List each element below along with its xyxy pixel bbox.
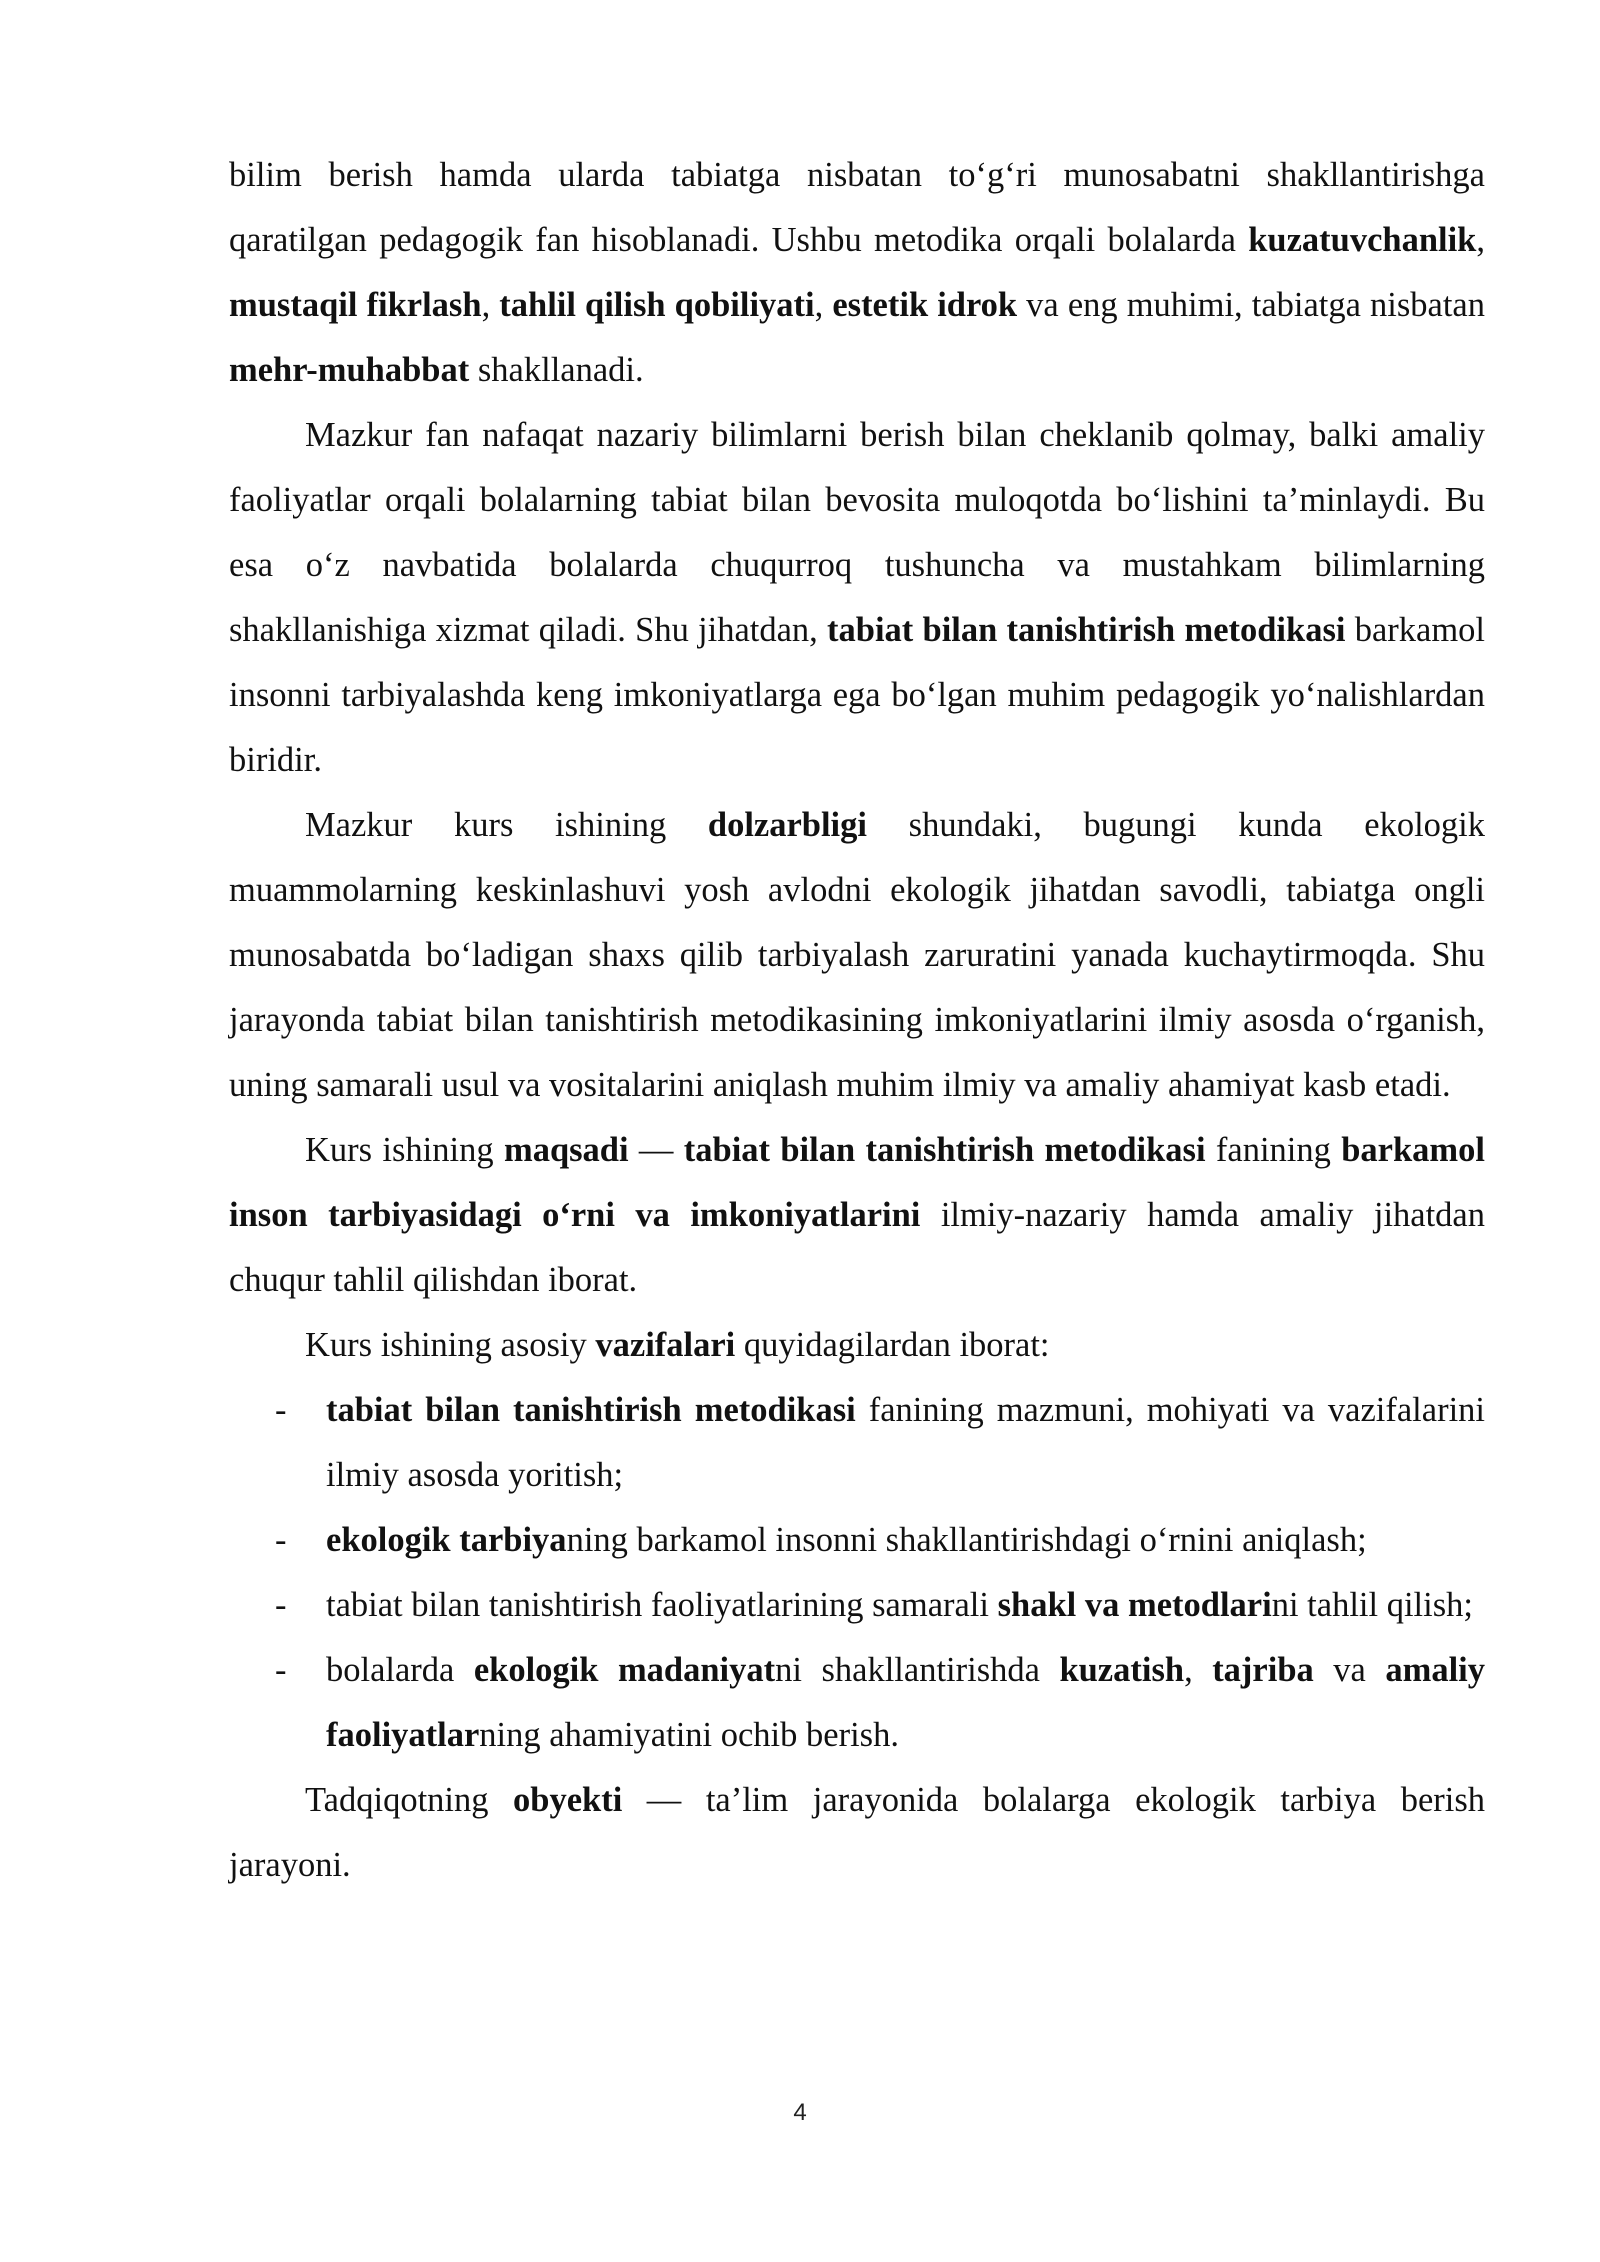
paragraph-research-object: Tadqiqotning obyekti — ta’lim jarayonida bolalarga ekologik tarbiya berish jarayoni. bbox=[229, 1781, 1486, 1884]
bold-term: tahlil qilish qobiliyati bbox=[499, 286, 815, 324]
bold-term: maqsadi bbox=[503, 1131, 629, 1169]
bold-term: kuzatish bbox=[1059, 1651, 1185, 1689]
bold-term: kuzatuvchanlik bbox=[1248, 221, 1477, 259]
bold-term: mehr-muhabbat bbox=[229, 351, 470, 389]
list-dash: - bbox=[275, 1391, 287, 1429]
bold-term: amaliy faoliyatlar bbox=[326, 1651, 1485, 1754]
list-item bbox=[229, 1378, 1485, 1508]
paragraph-practical-activities: Mazkur fan nafaqat nazariy bilimlarni berish bilan cheklanib qolmay, balki amaliy faoliyatlar orqali bolalarning tabiat bilan bevosita muloqotda bo‘lishini ta’minlaydi. Bu esa o‘z navbatida bolalarda chuqurroq tushuncha va mustahkam bilimlarning shakllanishiga xizmat qiladi. Shu jihatdan, tabiat bilan tanishtirish metodikasi barkamol insonni tarbiyalashda keng imkoniyatlarga ega bo‘lgan muhim pedagogik yo‘nalishlardan biridir. bbox=[229, 416, 1485, 779]
bold-term: dolzarbligi bbox=[707, 806, 867, 844]
bold-term: tabiat bilan tanishtirish metodikasi bbox=[683, 1131, 1206, 1169]
list-item-text: bolalarda ekologik madaniyatni shakllantirishda kuzatish, tajriba va amaliy faoliyatlarning ahamiyatini ochib berish. bbox=[326, 1651, 1485, 1754]
paragraph-goal: Kurs ishining maqsadi — tabiat bilan tanishtirish metodikasi fanining barkamol inson tarbiyasidagi o‘rni va imkoniyatlarini ilmiy-nazariy hamda amaliy jihatdan chuqur tahlil qilishdan iborat. bbox=[229, 1131, 1485, 1299]
bold-term: ekologik madaniyat bbox=[473, 1651, 776, 1689]
bold-term: tabiat bilan tanishtirish metodikasi bbox=[326, 1391, 856, 1429]
bold-term: tajriba bbox=[1212, 1651, 1314, 1689]
page-number: 4 bbox=[793, 2099, 807, 2126]
bold-term: vazifalari bbox=[595, 1326, 736, 1364]
paragraph-relevance: Mazkur kurs ishining dolzarbligi shundaki, bugungi kunda ekologik muammolarning keskinlashuvi yosh avlodni ekologik jihatdan savodli, tabiatga ongli munosabatda bo‘ladigan shaxs qilib tarbiyalash zaruratini yanada kuchaytirmoqda. Shu jarayonda tabiat bilan tanishtirish metodikasining imkoniyatlarini ilmiy asosda o‘rganish, uning samarali usul va vositalarini aniqlash muhim ilmiy va amaliy ahamiyat kasb etadi. bbox=[229, 806, 1485, 1104]
list-item bbox=[229, 1638, 1485, 1768]
bold-term: tabiat bilan tanishtirish metodikasi bbox=[827, 611, 1346, 649]
paragraph-intro-continuation: bilim berish hamda ularda tabiatga nisbatan to‘g‘ri munosabatni shakllantirishga qaratilgan pedagogik fan hisoblanadi. Ushbu metodika orqali bolalarda kuzatuvchanlik, mustaqil fikrlash, tahlil qilish qobiliyati, estetik idrok va eng muhimi, tabiatga nisbatan mehr-muhabbat shakllanadi. bbox=[229, 156, 1486, 389]
bold-term: barkamol inson tarbiyasidagi o‘rni va imkoniyatlarini bbox=[229, 1131, 1485, 1234]
page-content bbox=[229, 143, 1485, 1898]
list-dash: - bbox=[275, 1651, 287, 1689]
bold-term: mustaqil fikrlash bbox=[229, 286, 482, 324]
bold-term: obyekti bbox=[513, 1781, 623, 1819]
list-item-text: tabiat bilan tanishtirish metodikasi fanining mazmuni, mohiyati va vazifalarini ilmiy asosda yoritish; bbox=[326, 1391, 1485, 1494]
list-dash: - bbox=[275, 1586, 287, 1624]
tasks-list bbox=[229, 1378, 1485, 1768]
list-item-text: tabiat bilan tanishtirish faoliyatlarining samarali shakl va metodlarini tahlil qilish; bbox=[326, 1586, 1473, 1624]
bold-term: shakl va metodlari bbox=[997, 1586, 1272, 1624]
list-item bbox=[229, 1508, 1485, 1573]
paragraph-tasks-intro: Kurs ishining asosiy vazifalari quyidagilardan iborat: bbox=[305, 1326, 1050, 1364]
list-dash: - bbox=[275, 1521, 287, 1559]
list-item-text: ekologik tarbiyaning barkamol insonni shakllantirishdagi o‘rnini aniqlash; bbox=[326, 1521, 1367, 1559]
bold-term: ekologik tarbiya bbox=[326, 1521, 567, 1559]
list-item bbox=[229, 1573, 1485, 1638]
bold-term: estetik idrok bbox=[832, 286, 1018, 324]
